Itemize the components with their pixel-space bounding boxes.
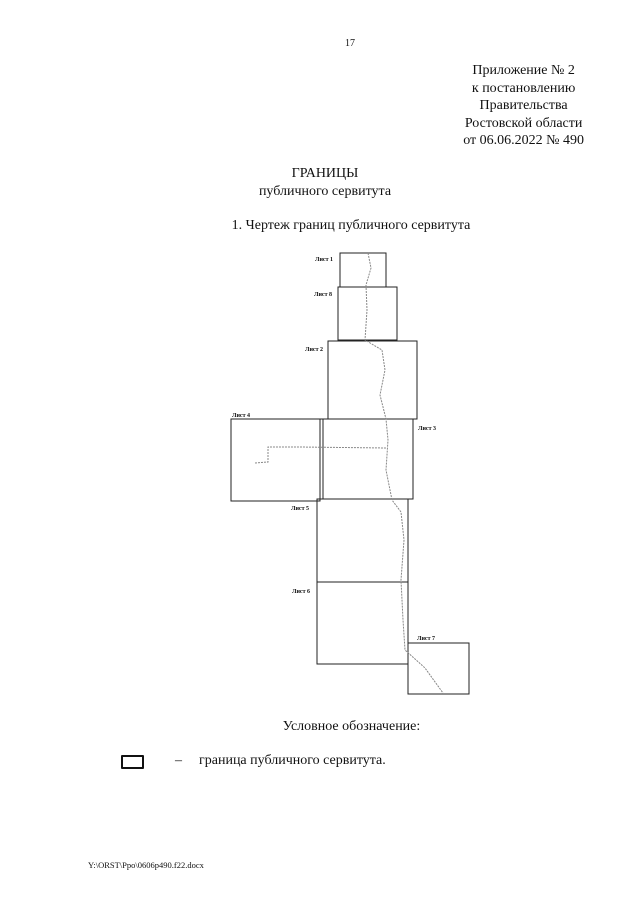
appendix-line-1: Приложение № 2 [472,63,575,78]
sheet-2-frame [328,341,417,419]
appendix-line-4: Ростовской области [464,115,583,131]
sheet-3-label: Лист 3 [418,426,437,432]
sheet-6-frame [317,582,408,664]
sheet-8-frame [338,287,397,340]
legend-title: Условное обозначение: [282,719,421,734]
footer-file-path: Y:\ORST\Ppo\0606p490.f22.docx [88,860,204,870]
sheet-4-label: Лист 4 [232,413,251,419]
sheet-2-label: Лист 2 [305,347,324,353]
sheet-1-frame [340,253,386,287]
page-number: 17 [345,38,355,49]
appendix-line-5: от 06.06.2022 № 490 [463,133,584,148]
legend-boundary-swatch [121,755,144,769]
appendix-line-3: Правительства [479,98,568,113]
sheet-8-label: Лист 8 [314,292,333,298]
sheet-5-label: Лист 5 [291,506,310,512]
section-heading: 1. Чертеж границ публичного сервитута [231,218,471,233]
servitude-route-main [365,253,443,693]
title-sub: публичного сервитута [258,184,392,199]
sheet-3-frame [320,419,413,499]
legend-text: граница публичного сервитута. [199,753,386,768]
appendix-line-2: к постановлению [471,80,576,96]
sheet-1-label: Лист 1 [315,257,334,263]
sheet-5-frame [317,499,408,582]
legend-dash: – [175,753,182,768]
sheet-4-frame [231,419,320,501]
title-main: ГРАНИЦЫ [291,166,359,181]
sheet-7-label: Лист 7 [417,636,436,642]
sheet-6-label: Лист 6 [292,589,311,595]
